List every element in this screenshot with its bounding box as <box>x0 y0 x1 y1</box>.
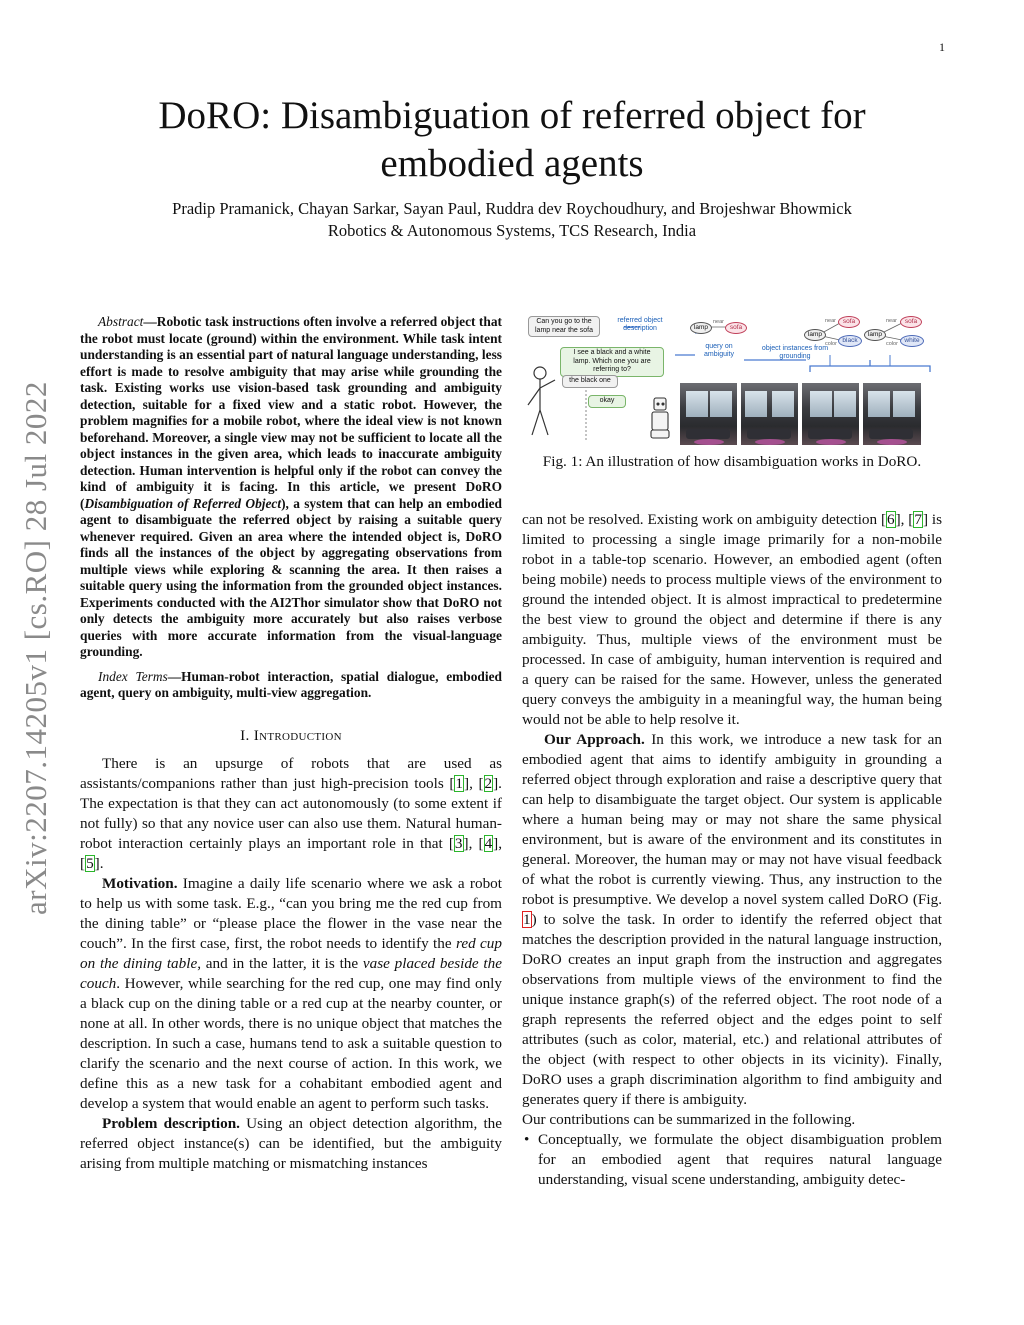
graph-edge-near: near <box>713 319 725 325</box>
graph-node-white: white <box>900 335 924 347</box>
contributions-list <box>522 1130 942 1190</box>
approach-label: Our Approach. <box>544 731 645 748</box>
graph-edge-color: color <box>825 341 837 347</box>
graph-edge-near: near <box>886 318 898 324</box>
label-object-instances: object instances from grounding <box>761 345 829 360</box>
page-number: 1 <box>939 40 945 54</box>
problem-description-label: Problem description. <box>102 1114 240 1132</box>
scene-view-image <box>741 383 798 445</box>
citation-link[interactable]: 5 <box>86 854 94 872</box>
figure-reference-link[interactable]: 1 <box>523 911 531 928</box>
approach-paragraph: Our Approach. In this work, we introduce a new task for an embodied agent that aims to identify ambiguity in grounding a referred object through exploration and raise a descriptive query that can help to disambiguate the target object. Our system is applicable where a human being may or may not share the same physical environment, but is aware of the environment and its constitutes in general. Moreover, the human may or may not have visual feedback of what the robot is currently viewing. Thus, any instruction to the robot is presumptive. We develop a novel system called DoRO (Fig. 1) to solve the task. In order to identify the referred object that matches the description provided in the natural language instruction, DoRO creates an input graph from the instruction and aggregates observations from multiple views of the environment to find the unique instance graph(s) of the referred object. The root node of a graph represents the referred object and the edges point to self attributes (such as color, material, etc.) and relational attributes of the object (with respect to other objects in its vicinity). Finally, DoRO uses a graph discrimination algorithm to find ambiguity and generates query if there is ambiguity. <box>522 731 943 1108</box>
robot-ack-bubble: okay <box>588 395 626 408</box>
paper-title: DoRO: Disambiguation of referred object for embodied agents <box>158 94 866 185</box>
abstract <box>80 314 502 661</box>
citation-link[interactable]: 6 <box>887 511 895 528</box>
human-reply-bubble: the black one <box>562 375 618 388</box>
graph-node-lamp: lamp <box>804 329 826 341</box>
graph-edge-color: color <box>886 341 898 347</box>
author-list: Pradip Pramanick, Chayan Sarkar, Sayan Paul, Ruddra dev Roychoudhury, and Brojeshwar Bhowmick <box>172 199 852 218</box>
human-figure-icon <box>528 367 555 435</box>
citation-link[interactable]: 3 <box>454 834 463 852</box>
abstract-text-1: —Robotic task instructions often involve a referred object that the robot must locate (ground) within the environment. While task intent understanding is an essential part of natural language understanding, less effort is made to resolve ambiguity that may arise while grounding the task. Existing works use vision-based task grounding and ambiguity detection, suitable for a fixed view and a static robot. However, the problem magnifies for a mobile robot, where the ideal view is not known beforehand. Moreover, a single view may not be sufficient to locate all the object instances in the given area, which leads to inaccurate ambiguity detection. Human intervention is helpful only if the robot can convey the kind of ambiguity it is facing. In this article, we present DoRO ( <box>80 314 502 511</box>
human-speech-bubble: Can you go to the lamp near the sofa <box>528 316 600 337</box>
robot-speech-bubble: I see a black and a white lamp. Which one you are referring to? <box>560 347 664 377</box>
graph-node-sofa: sofa <box>900 316 922 328</box>
list-item: • Conceptually, we formulate the object disambiguation problem for an embodied agent that requires natural language understanding, visual scene understanding, ambiguity detec- <box>538 1130 942 1190</box>
abstract-text-2: ), a system that can help an embodied agent to disambiguate the referred object by raising a suitable query whenever required. Given an area where the intended object is, DoRO finds all the instances of the object by aggregating observations from multiple views while exploring & scanning the area. It then raises a suitable query using the information from the grounded object instances. Experiments conducted with the AI2Thor simulator show that DoRO not only detects the ambiguity more accurately but also raises verbose queries with more accurate information from the visual-language grounding. <box>80 495 502 659</box>
index-terms-label: Index Terms <box>98 668 168 684</box>
citation-link[interactable]: 2 <box>484 774 493 792</box>
section-heading-introduction: I. Introduction <box>240 726 342 744</box>
label-referred-object: referred object description <box>617 317 663 332</box>
graph-node-lamp: lamp <box>864 329 886 341</box>
scene-view-image <box>863 383 921 445</box>
index-terms <box>80 669 502 702</box>
graph-edge-near: near <box>825 318 837 324</box>
citation-link[interactable]: 7 <box>914 511 922 528</box>
citation-link[interactable]: 4 <box>484 834 493 852</box>
figure-caption: Fig. 1: An illustration of how disambiguation works in DoRO. <box>542 453 922 470</box>
arxiv-identifier[interactable]: arXiv:2207.14205v1 [cs.RO] 28 Jul 2022 <box>18 381 53 915</box>
abstract-acronym: Disambiguation of Referred Object <box>84 495 282 511</box>
scene-view-image <box>802 383 859 445</box>
figure-1 <box>520 310 944 445</box>
label-query-on-ambiguity: query on ambiguity <box>704 343 734 358</box>
citation-link[interactable]: 1 <box>455 774 464 792</box>
scene-view-image <box>680 383 737 445</box>
contributions-intro: Our contributions can be summarized in the following. <box>522 1111 856 1128</box>
affiliation: Robotics & Autonomous Systems, TCS Research, India <box>327 221 697 240</box>
graph-node-lamp: lamp <box>690 322 712 334</box>
robot-icon <box>651 398 669 438</box>
author-block <box>80 198 944 242</box>
intro-paragraph-1: There is an upsurge of robots that are used as assistants/companions rather than just high-precision tools [1], [2]. The expectation is that they can act autonomously (to some extent if not fully) so that any novice user can also use them. Natural human-robot interaction certainly plays an important role in that [3], [4], [5]. <box>80 754 503 872</box>
index-terms-text: —Human-robot interaction, spatial dialogue, embodied agent, query on ambiguity, multi-view aggregation. <box>80 668 502 700</box>
motivation-paragraph: Motivation. Imagine a daily life scenario where we ask a robot to help us with some task. E.g., “can you bring me the red cup from the dining table” or “please place the flower in the vase near the couch”. In the first case, first, the robot needs to identify the red cup on the dining table, and in the latter, it is the vase placed beside the couch. However, while searching for the red cup, one may find only a black cup on the dining table or a red cup at the nearby counter, or none at all. In other words, there is no unique object that matches the description. In such a case, humans tend to ask a suitable question to clarify the scenario and the next course of action. In this work, we define this as a new task for a cohabitant embodied agent and develop a system that would enable an agent to perform such tasks. <box>80 874 502 1112</box>
left-column <box>80 314 502 1174</box>
problem-description-paragraph: Problem description. Using an object detection algorithm, the referred object instance(s) can be identified, but the ambiguity arising from multiple matching or mismatching instances <box>80 1114 502 1172</box>
brace-icon <box>810 360 930 372</box>
problem-description-continued: can not be resolved. Existing work on ambiguity detection [6], [7] is limited to processing a single image primarily for a non-mobile robot in a table-top scenario. However, an embodied agent (often being mobile) needs to process multiple views of the environment to ground the intended object. It is almost impractical to predetermine the best view to ground the object and determine if there is any ambiguity. Thus, multiple views of the environment must be processed. In case of ambiguity, human intervention is required and a query can be raised for the same. However, unless the generated query conveys the ambiguity in a meaningful way, the human being would not be able to help resolve it. <box>522 511 943 728</box>
right-column <box>522 510 942 1190</box>
graph-node-sofa: sofa <box>725 322 747 334</box>
graph-node-black: black <box>838 335 862 347</box>
graph-node-sofa: sofa <box>838 316 860 328</box>
motivation-label: Motivation. <box>102 874 178 892</box>
abstract-label: Abstract <box>98 314 144 329</box>
